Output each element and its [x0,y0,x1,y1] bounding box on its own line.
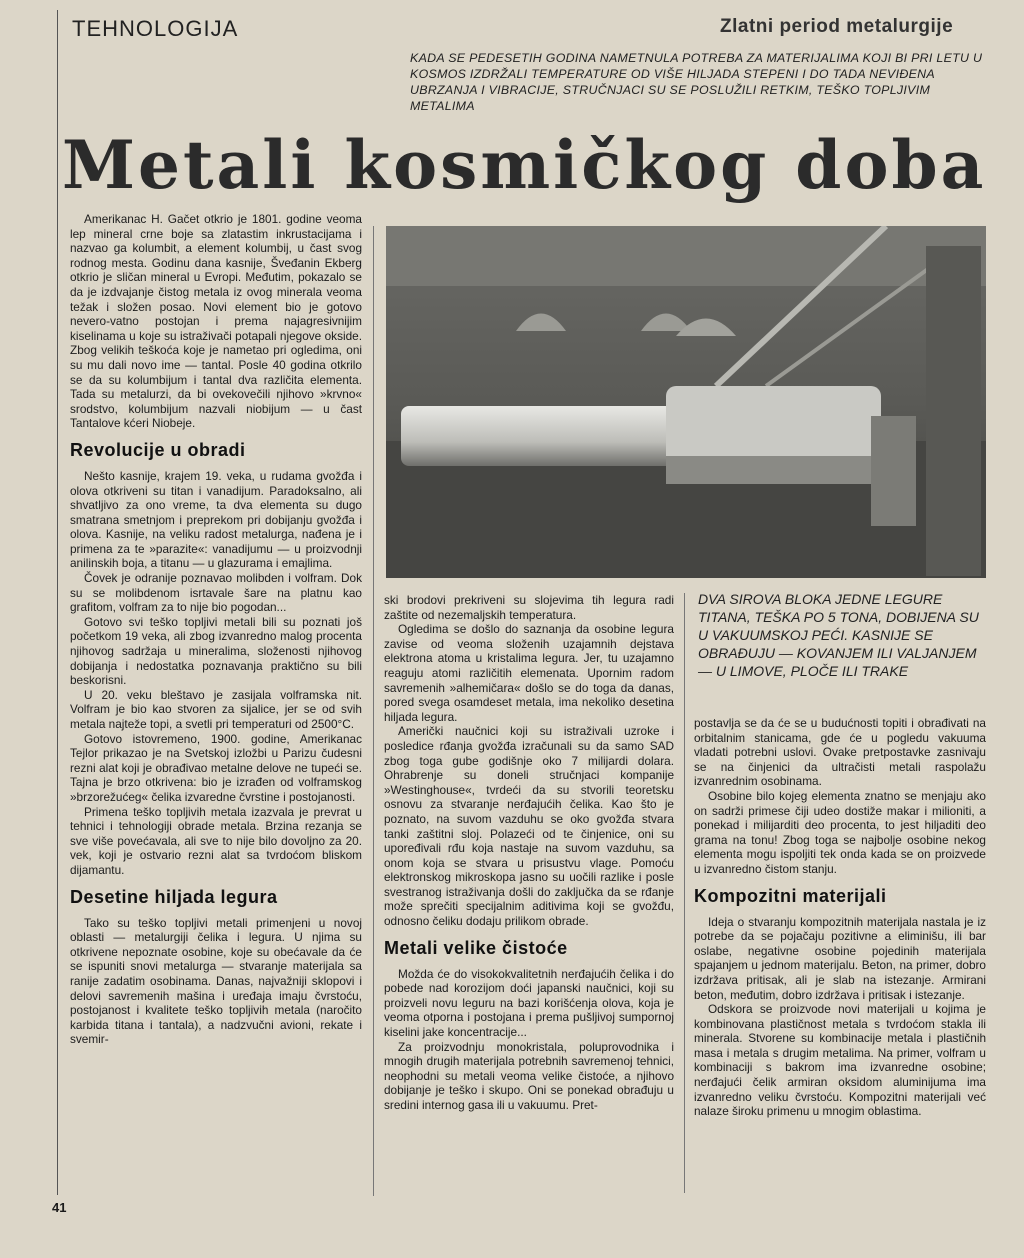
paragraph: Osobine bilo kojeg elementa znatno se menjaju ako on sadrži primese čiji udeo dostiže makar i milioniti, a ponekad i milijarditi deo procenta, to jest hiljaditi deo grama na tonu! Zbog toga se najbolje osobine nekog elementa mogu ispoljiti tek onda kada se on proizvede u izvanredno čistom stanju. [694,788,986,876]
paragraph: Američki naučnici koji su istraživali uzroke i posledice rđanja gvožđa izračunali su da samo SAD zbog toga gube godišnje oko 7 milijardi dolara. Ohrabrenje su doneli stručnjaci kompanije »Westinghouse«, tvrdeći da su stvorili teoretsku osnovu za stvaranje nerđajućih čelika. Kao što je poznato, na suvom vazduhu se oko gvožđa stvara tanki zaštitni sloj. Polazeći od te činjenice, oni su upoređivali rđu koja nastaje na suvom vazduhu, sa onom koja se stvara u prisustvu vlage. Pomoću elektronskog mikroskopa jasno su uočili razlike i posle svestranog istraživanja došli do zaključka da se rđanje može sprečiti specijalnim aditivima koji se gvožđu, odnosno čeliku dodaju prilikom obrade. [384,724,674,929]
paragraph: Za proizvodnju monokristala, poluprovodnika i mnogih drugih materijala potrebnih savremenoj tehnici, neophodni su metali veoma velike čistoće, a njihovo dobijanje je teško i skupo. Oni se ponekad obrađuju u sredini internog gasa ili u vakuumu. Pret- [384,1039,674,1112]
paragraph: Gotovo svi teško topljivi metali bili su poznati još početkom 19 veka, ali zbog izvanredno malog procenta njihovog sadržaja u mineralima, složenosti njihovog dobijanja i nedostatka poznavanja praktično su bili beskorisni. [70,614,362,688]
column-rule [684,593,685,1193]
photo-image [386,226,986,578]
paragraph: Ogledima se došlo do saznanja da osobine legura zavise od veoma složenih uzajamnih dejstava elektrona atoma u kristalima legura. Jer, tu uzajamno reaguju atomi različitih elemenata. Upornim radom savremenih »alhemičara« došlo se do toga da danas, pored svega osamdeset metala, ima nekoliko desetina hiljada legura. [384,622,674,724]
column-middle [384,593,674,1113]
paragraph: Ideja o stvaranju kompozitnih materijala nastala je iz potrebe da se pojačaju pozitivne a eliminišu, ili bar oslabe, negativne osobine pojedinih materijala spajanjem u jednom materijalu. Beton, na primer, dobro izdržava pritisak, ali je slab na istezanje. Armirani beton, međutim, dobro izdržava i pritisak i istezanje. [694,914,986,1002]
paragraph: ski brodovi prekriveni su slojevima tih legura radi zaštite od nezemaljskih temperatura. [384,593,674,622]
subheading: Revolucije u obradi [70,439,246,460]
paragraph: postavlja se da će se u budućnosti topiti i obrađivati na orbitalnim stanicama, gde će u pogledu vakuuma vladati potrebni uslovi. Ovake pretpostavke zasnivaju se na činjenici da ultračisti metali raspolažu izvanrednim osobinama. [694,716,986,789]
paragraph: Možda će do visokokvalitetnih nerđajućih čelika i do pobede nad korozijom doći japanski naučnici, koji su proizveli novu leguru na bazi korišćenja olova, koja je veoma otporna i postojana i prema pušljivoj sumpornoj kiselini jake koncentracije... [384,966,674,1040]
kicker: Zlatni period metalurgije [720,16,954,37]
paragraph: Čovek je odranije poznavao molibden i volfram. Dok su se molibdenom isrtavale šare na platnu kao grafitom, volfram za to nije bio pogodan... [70,571,362,615]
left-margin-rule [57,10,58,1195]
paragraph: Tako su teško topljivi metali primenjeni u novoj oblasti — metalurgiji čelika i legura. U njima su otkrivene nepoznate osobine, koje su obećavale da će se ispuniti snovi metalurga — stvaranje materijala sa ranije zadatim osobinama. Danas, najvažniji sklopovi i delovi savremenih mašina i uređaja imaju čvrstoću, postojanost i kvalitete teško topljivih metala (naročito karbida titana i tantala), a nadzvučni avioni, rekate i svemir- [70,915,362,1047]
paragraph: Nešto kasnije, krajem 19. veka, u rudama gvožđa i olova otkriveni su titan i vanadijum. Paradoksalno, ali shvatljivo za ono vreme, ta dva elementa su dugo smatrana smetnjom i preprekom pri dobijanju gvožđa i olova. Kasnije, na veliku radost metalurga, nađena je i primena za te »parazite«: vanadijumu — u proizvodnji anilinskih boja, a titanu — u glazurama i emajlima. [70,468,362,571]
subheading: Desetine hiljada legura [70,886,278,907]
column-left [70,212,362,1047]
paragraph: Amerikanac H. Gačet otkrio je 1801. godine veoma lep mineral crne boje sa zlatastim inkrustacijama i nazvao ga kolumbit, a element kolumbij, u čast svog rodnog mesta. Godinu dana kasnije, Šveđanin Ekberg otkrio je sličan mineral u Evropi. Međutim, pokazalo se da je izdvajanje čistog metala iz ovog minerala veoma težak i složen posao. Novi element bio je gotovo nevero-vatno postojan i prema najagresivnijim kiselinama u koje su istraživači potapali njegove okside. Zbog velikih teškoća koje je nametao pri ogledima, oni su mu dali novo ime — tantal. Posle 40 godina otkrilo se da su kolumbijum i tantal dva različita elementa. Tada su metalurzi, da bi ovekovečili njihovo »krvno« srodstvo, kolumbijum nazvali niobijum — u čast Tantalove kćeri Niobeje. [70,212,362,431]
paragraph: Odskora se proizvode novi materijali u kojima je kombinovana plastičnost metala s tvrdoćom stakla ili minerala. Stvorene su kombinacije metala i plastičnih masa i metala s drugim metalima. Na primer, volfram u kombinaciji s bakrom ima izvanredne osobine; nerđajući čelik armiran oksidom aluminijuma ima izvanredno veliku čvrstoću. Kompozitni materijali već nalaze široku primenu u mnogim oblastima. [694,1002,986,1119]
article-headline: Metali kosmičkog doba [62,126,987,204]
column-right [694,716,986,1119]
article-deck: KADA SE PEDESETIH GODINA NAMETNULA POTREBA ZA MATERIJALIMA KOJI BI PRI LETU U KOSMOS IZDRŽALI TEMPERATURE OD VIŠE HILJADA STEPENI I DO TADA NEVIĐENA UBRZANJA I VIBRACIJE, STRUČNJACI SU SE POSLUŽILI RETKIM, TEŠKO TOPLJIVIM METALIMA [410,51,983,113]
paragraph: Primena teško topljivih metala izazvala je prevrat u tehnici i tehnologiji obrade metala. Brzina rezanja se sve više povećavala, ali sve to nije bilo dovoljno za 20. vek, koji je ostvario rezni alat sa tvrdoćom bliskom dijamantu. [70,804,362,877]
section-label: TEHNOLOGIJA [72,16,239,41]
column-rule [373,226,374,1196]
paragraph: U 20. veku bleštavo je zasijala volframska nit. Volfram je bio kao stvoren za sijalice, jer se od svih metala najteže topi, a svetli pri temperaturi od 2500°C. [70,687,362,731]
paragraph: Gotovo istovremeno, 1900. godine, Amerikanac Tejlor prikazao je na Svetskoj izložbi u Parizu čudesni rezni alat koji je obrađivao metalne delove ne tupeći se. Tajna je brzo otkrivena: bio je izrađen od volframskog »brzorežućeg« čelika izvaredne čvrstine i postojanosti. [70,731,362,804]
subheading: Kompozitni materijali [694,885,887,906]
subheading: Metali velike čistoće [384,937,568,958]
photo-titanium-ingots [386,226,986,578]
photo-caption: DVA SIROVA BLOKA JEDNE LEGURE TITANA, TEŠKA PO 5 TONA, DOBIJENA SU U VAKUUMSKOJ PEĆI. KASNIJE SE OBRAĐUJU — KOVANJEM ILI VALJANJEM — U LIMOVE, PLOČE ILI TRAKE [698,591,979,679]
page-number: 41 [52,1200,67,1215]
